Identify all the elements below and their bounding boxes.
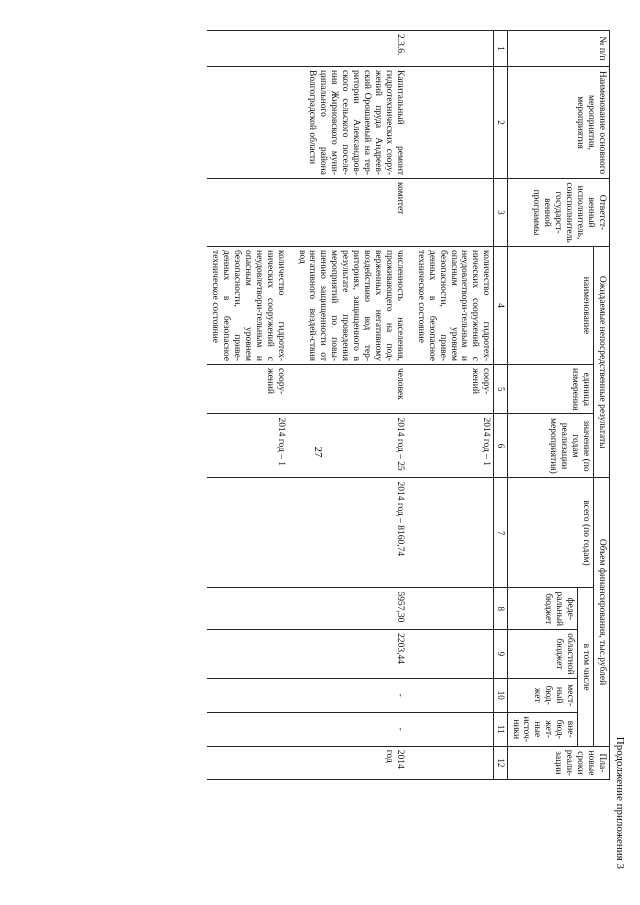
row-result: количество гидротех-нических сооружений с неудовлетвори-тельным и опасным уровнем безопасности, приве-денных в безопасное техническое состояние [207, 247, 293, 365]
row-unit: человек [294, 365, 413, 414]
col-number: 9 [494, 630, 507, 679]
header-funding: Объем финансирования, тыс.рублей [594, 478, 610, 746]
col-number: 7 [494, 478, 507, 588]
row-total: 2014 год – 8160,74 [294, 478, 413, 588]
row-responsible [207, 179, 293, 247]
row-total [207, 478, 293, 588]
row-federal [413, 588, 494, 630]
funding-table [207, 30, 610, 780]
row-unit: соору-жений [413, 365, 494, 414]
row-value: 2014 год – 1 [413, 414, 494, 478]
header-terms: Пла-новые сроки реали-зации [507, 746, 609, 779]
row-value: 2014 год – 1 [207, 414, 293, 478]
header-result-name: наименование [507, 247, 593, 365]
row-responsible [413, 179, 494, 247]
col-number: 3 [494, 179, 507, 247]
row-local: - [294, 678, 413, 712]
row-extrabudget [207, 712, 293, 746]
row-num [413, 31, 494, 67]
row-regional [207, 630, 293, 679]
col-number: 6 [494, 414, 507, 478]
row-term [207, 746, 293, 779]
page-number: 27 [312, 446, 324, 458]
header-responsible: Ответст-венный исполнитель, соисполнитель государст-венной программы [507, 179, 609, 247]
row-term [413, 746, 494, 779]
row-num [207, 31, 293, 67]
row-local [413, 678, 494, 712]
table-row [207, 31, 293, 780]
header-total: всего (по годам) [507, 478, 593, 588]
row-total [413, 478, 494, 588]
row-federal: 5957,30 [294, 588, 413, 630]
row-responsible: комитет [294, 179, 413, 247]
header-num: № п/п [507, 31, 609, 67]
row-result: численность населения, проживающего на под-верженных негативному воздействию вод тер-риториях, защищенного в результате проведения мероприятий по повы-шению защищенности от негативного воздей-ствия вод [294, 247, 413, 365]
header-extrabudget: вне-бюд-жет-ные источ-ники [507, 712, 578, 746]
header-value: значение (по годам реализации мероприятия) [507, 414, 593, 478]
row-unit: соору-жений [207, 365, 293, 414]
header-name: Наименование основного мероприятия, мероприятия [507, 67, 609, 179]
row-federal [207, 588, 293, 630]
header-local: мест-ный бюд-жет [507, 678, 578, 712]
row-extrabudget [413, 712, 494, 746]
col-number: 11 [494, 712, 507, 746]
row-term: 2014 год [294, 746, 413, 779]
header-federal: феде-ральный бюджет [507, 588, 578, 630]
header-including: в том числе [578, 588, 594, 746]
row-num: 2.3.6. [294, 31, 413, 67]
row-result: количество гидротех-нических сооружений с неудовлетвори-тельным и опасным уровнем безопасности, приве-денных в безопасное техническое состояние [413, 247, 494, 365]
row-regional: 2203,44 [294, 630, 413, 679]
header-regional: областной бюджет [507, 630, 578, 679]
row-name [207, 67, 293, 179]
table-row [413, 31, 494, 780]
row-name [413, 67, 494, 179]
col-number: 4 [494, 247, 507, 365]
table-row [294, 31, 413, 780]
row-value: 2014 год – 25 [294, 414, 413, 478]
col-number: 10 [494, 678, 507, 712]
continuation-label: Продолжение приложения 3 [614, 736, 626, 869]
row-regional [413, 630, 494, 679]
rotated-page [20, 10, 640, 895]
col-number: 1 [494, 31, 507, 67]
col-number: 5 [494, 365, 507, 414]
header-expected-results: Ожидаемые непосредственные результаты [594, 247, 610, 478]
row-local [207, 678, 293, 712]
row-name: Капитальный ремонт гидротехнических соору-жений пруда Андреев-ский Орошаемый на тер-ритории Александров-ского сельского поселе-ния Жирновского муни-ципального района Волгоградской области [294, 67, 413, 179]
col-number: 2 [494, 67, 507, 179]
row-extrabudget: - [294, 712, 413, 746]
col-number: 8 [494, 588, 507, 630]
col-number: 12 [494, 746, 507, 779]
header-unit: единица измерения [507, 365, 593, 414]
